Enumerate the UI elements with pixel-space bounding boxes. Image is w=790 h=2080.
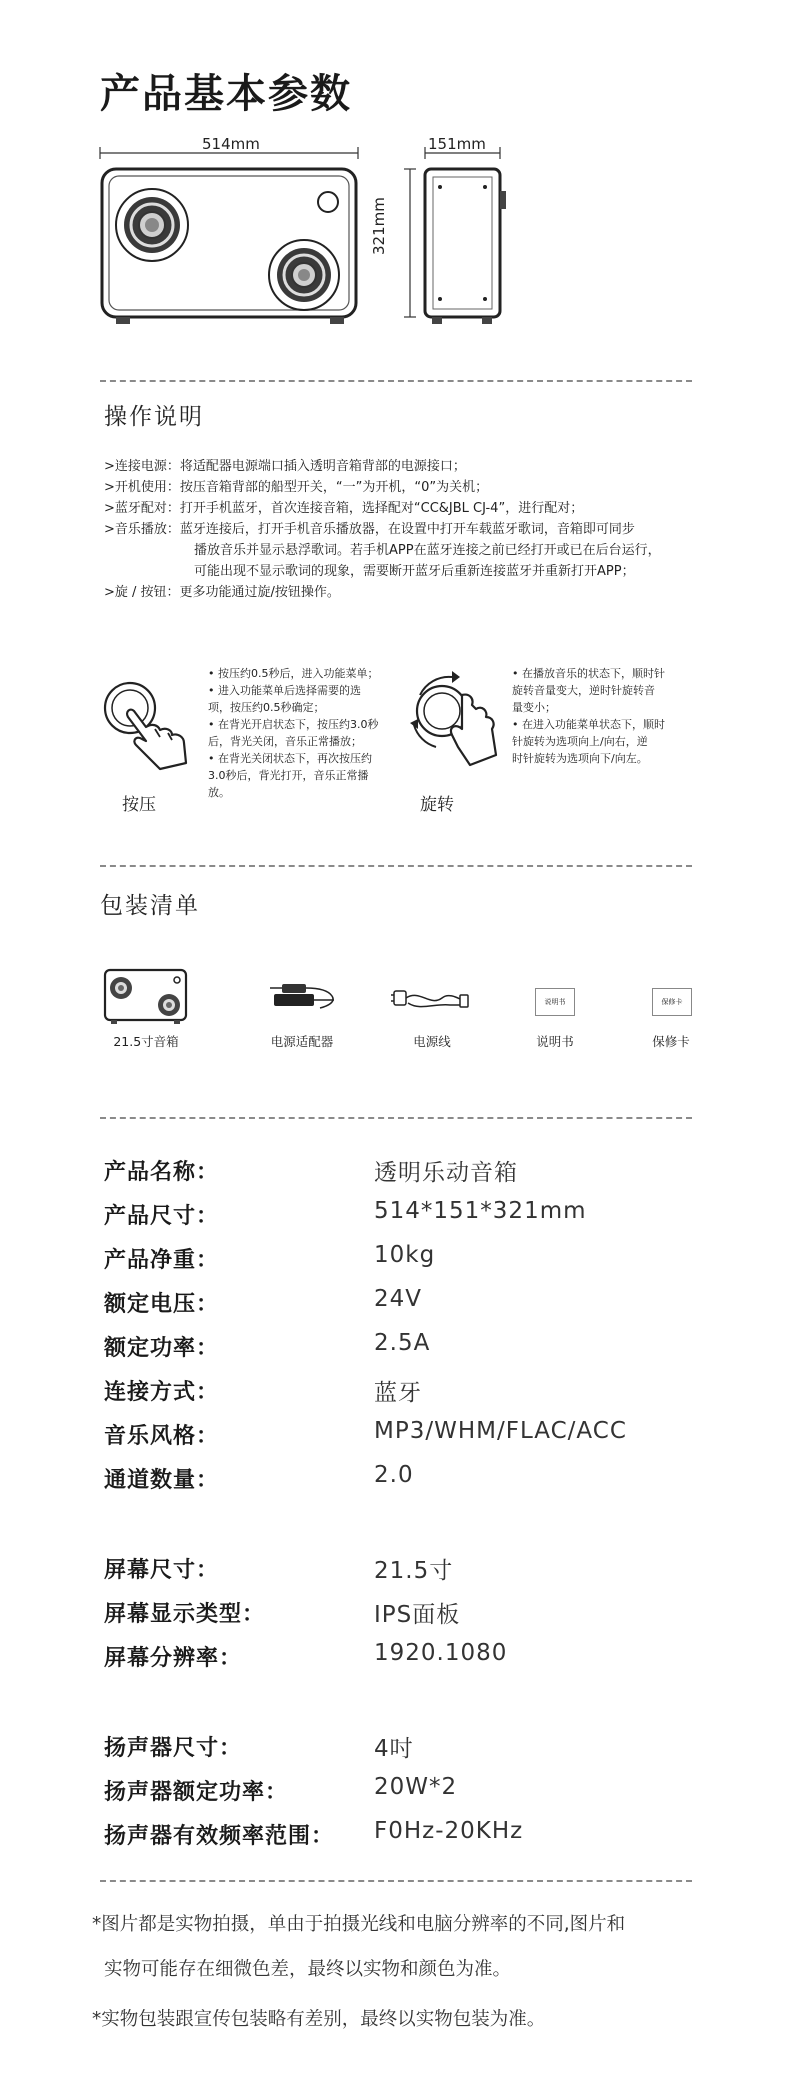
divider [100,865,692,867]
rotate-label: 旋转 [420,795,454,815]
spec-key: 屏幕分辨率： [104,1646,243,1671]
package-item-label: 保修卡 [652,1034,690,1049]
package-item-label: 21.5寸音箱 [113,1034,179,1049]
package-item-label: 说明书 [536,1034,574,1049]
spec-key: 屏幕显示类型： [104,1602,266,1627]
spec-value: 24V [374,1286,423,1312]
press-note: 项，按压约0.5秒确定； [208,701,325,714]
ops-line: >音乐播放：蓝牙连接后，打开手机音乐播放器，在设置中打开车载蓝牙歌词，音箱即可同步 [104,522,635,537]
spec-key: 额定电压： [104,1292,220,1317]
product-dimension-drawing [0,125,790,350]
spec-key: 产品尺寸： [104,1204,220,1229]
ops-line: >旋 / 按钮：更多功能通过旋/按钮操作。 [104,585,340,600]
spec-key: 屏幕尺寸： [104,1558,220,1583]
spec-value: IPS面板 [374,1602,461,1628]
press-note: • 在背光关闭状态下，再次按压约 [208,752,372,765]
speaker-icon [103,968,188,1025]
disclaimer-note: *图片都是实物拍摄，单由于拍摄光线和电脑分辨率的不同,图片和 [92,1914,626,1935]
disclaimer-note: *实物包装跟宣传包装略有差别，最终以实物包装为准。 [92,2009,546,2030]
rotate-note: 时针旋转为选项向下/向左。 [512,752,648,765]
spec-value: F0Hz-20KHz [374,1818,524,1844]
spec-key: 扬声器额定功率： [104,1780,289,1805]
spec-value: 2.5A [374,1330,431,1356]
spec-key: 连接方式： [104,1380,220,1405]
warranty-card-text: 保修卡 [661,998,683,1006]
spec-key: 产品名称： [104,1160,220,1185]
press-note: • 进入功能菜单后选择需要的选 [208,684,361,697]
spec-value: 514*151*321mm [374,1198,587,1224]
rotate-hand-icon [400,665,510,775]
rotate-note: 旋转音量变大，逆时针旋转音 [512,684,655,697]
rotate-notes [512,665,665,767]
height-label: 321mm [370,197,388,255]
ops-line: 播放音乐并显示悬浮歌词。若手机APP在蓝牙连接之前已经打开或已在后台运行， [194,543,661,558]
speaker-front-view [102,169,356,324]
spec-value: 4吋 [374,1736,414,1762]
speaker-side-view [425,169,506,324]
spec-value: 1920.1080 [374,1640,508,1666]
press-note: 后，背光关闭，音乐正常播放； [208,735,362,748]
rotate-note: • 在播放音乐的状态下，顺时针 [512,667,665,680]
divider [100,380,692,382]
divider [100,1117,692,1119]
page-title: 产品基本参数 [100,71,352,117]
warranty-card-icon [652,988,692,1016]
ops-line: >连接电源：将适配器电源端口插入透明音箱背部的电源接口； [104,459,466,474]
rotate-note: • 在进入功能菜单状态下，顺时 [512,718,665,731]
section-title-package: 包装清单 [100,893,200,919]
press-note: • 在背光开启状态下，按压约3.0秒 [208,718,379,731]
power-adapter-icon [268,982,340,1012]
spec-key: 产品净重： [104,1248,220,1273]
package-item-label: 电源线 [413,1034,451,1049]
spec-key: 扬声器有效频率范围： [104,1824,335,1849]
spec-key: 通道数量： [104,1468,220,1493]
spec-key: 额定功率： [104,1336,220,1361]
spec-value: 2.0 [374,1462,414,1488]
press-note: 放。 [208,786,230,799]
operations-instructions [104,456,661,603]
ops-line: >开机使用：按压音箱背部的船型开关，“一”为开机，“0”为关机； [104,480,489,495]
package-item-label: 电源适配器 [270,1034,334,1049]
press-label: 按压 [122,795,156,815]
ops-line: 可能出现不显示歌词的现象，需要断开蓝牙后重新连接蓝牙并重新打开APP； [194,564,635,579]
disclaimer-note: 实物可能存在细微色差，最终以实物和颜色为准。 [104,1959,512,1980]
spec-key: 音乐风格： [104,1424,220,1449]
spec-value: 蓝牙 [374,1380,422,1406]
depth-label: 151mm [428,135,486,153]
spec-value: 10kg [374,1242,436,1268]
press-note: • 按压约0.5秒后，进入功能菜单； [208,667,379,680]
spec-value: 21.5寸 [374,1558,454,1584]
manual-card-text: 说明书 [544,998,566,1006]
press-notes [208,665,378,801]
section-title-operations: 操作说明 [104,404,204,430]
rotate-note: 针旋转为选项向上/向右，逆 [512,735,648,748]
power-cable-icon [390,985,470,1013]
spec-value: 20W*2 [374,1774,458,1800]
rotate-note: 量变小； [512,701,556,714]
manual-icon [535,988,575,1016]
press-hand-icon [100,675,210,775]
width-label: 514mm [202,135,260,153]
spec-value: MP3/WHM/FLAC/ACC [374,1418,627,1444]
ops-line: >蓝牙配对：打开手机蓝牙，首次连接音箱，选择配对“CC&JBL CJ-4”，进行配对； [104,501,584,516]
spec-key: 扬声器尺寸： [104,1736,243,1761]
press-note: 3.0秒后，背光打开，音乐正常播 [208,769,369,782]
divider [100,1880,692,1882]
spec-value: 透明乐动音箱 [374,1160,518,1186]
